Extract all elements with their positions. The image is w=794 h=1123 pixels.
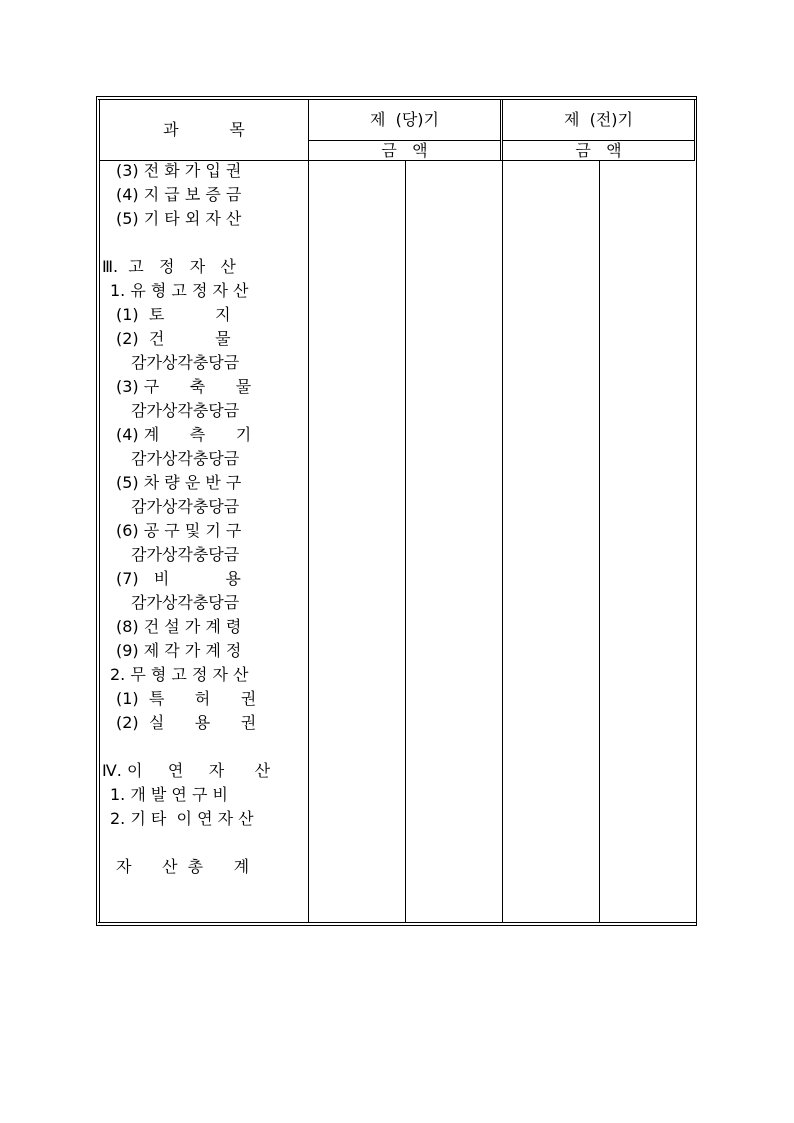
row-depreciation-2: 감가상각충당금 <box>131 401 240 420</box>
row-vehicles: (5) 차 량 운 반 구 <box>116 473 242 492</box>
row-depreciation-4: 감가상각충당금 <box>131 497 240 516</box>
row-patents: (1) 특 허 권 <box>116 689 257 708</box>
table-border-right-inner <box>694 99 695 161</box>
row-telephone-rights: (3) 전 화 가 입 권 <box>116 161 242 180</box>
row-tools-equipment: (6) 공 구 및 기 구 <box>116 521 242 540</box>
table-border-right <box>696 96 697 926</box>
table-border-left <box>96 96 97 926</box>
row-depreciation-5: 감가상각충당금 <box>131 545 240 564</box>
row-fixed-assets: Ⅲ. 고 정 자 산 <box>102 257 236 276</box>
row-utility-models: (2) 실 용 권 <box>116 713 257 732</box>
row-buildings: (2) 건 물 <box>116 329 231 348</box>
current-amount-header: 금 액 <box>381 141 428 160</box>
row-deferred-assets: Ⅳ. 이 연 자 산 <box>102 761 271 780</box>
row-instruments: (4) 계 측 기 <box>116 425 252 444</box>
row-depreciation-3: 감가상각충당금 <box>131 449 240 468</box>
row-guarantee-deposit: (4) 지 급 보 증 금 <box>116 185 242 204</box>
row-total-assets: 자 산 총 계 <box>116 857 250 876</box>
col-divider-prior-mid <box>599 161 600 923</box>
row-expenses: (7) 비 용 <box>116 569 241 588</box>
subject-header: 과 목 <box>163 120 245 139</box>
row-manufacturing-account: (9) 제 각 가 계 정 <box>116 641 242 660</box>
row-depreciation-1: 감가상각충당금 <box>131 353 240 372</box>
row-intangible-fixed-assets: 2. 무 형 고 정 자 산 <box>110 665 249 684</box>
table-border-left-inner <box>99 99 100 923</box>
table-border-bottom <box>96 925 697 926</box>
table-border-top-inner <box>98 99 696 100</box>
table-border-bottom-inner <box>98 922 696 923</box>
row-other-assets: (5) 기 타 외 자 산 <box>116 209 242 228</box>
col-divider-periods <box>502 99 503 923</box>
col-divider-current-mid <box>405 161 406 923</box>
prior-amount-header: 금 액 <box>575 141 622 160</box>
table-border-top <box>96 96 697 97</box>
row-tangible-fixed-assets: 1. 유 형 고 정 자 산 <box>110 281 249 300</box>
current-period-header: 제 (당)기 <box>369 110 440 129</box>
row-land: (1) 토 지 <box>116 305 231 324</box>
row-depreciation-6: 감가상각충당금 <box>131 593 240 612</box>
col-divider-current-end <box>500 99 501 161</box>
prior-period-header: 제 (전)기 <box>563 110 634 129</box>
col-divider-subject <box>308 99 309 923</box>
row-construction-account: (8) 건 설 가 계 령 <box>116 617 242 636</box>
row-structures: (3) 구 축 물 <box>116 377 252 396</box>
row-other-deferred-assets: 2. 기 타 이 연 자 산 <box>110 809 254 828</box>
row-development-costs: 1. 개 발 연 구 비 <box>110 785 228 804</box>
